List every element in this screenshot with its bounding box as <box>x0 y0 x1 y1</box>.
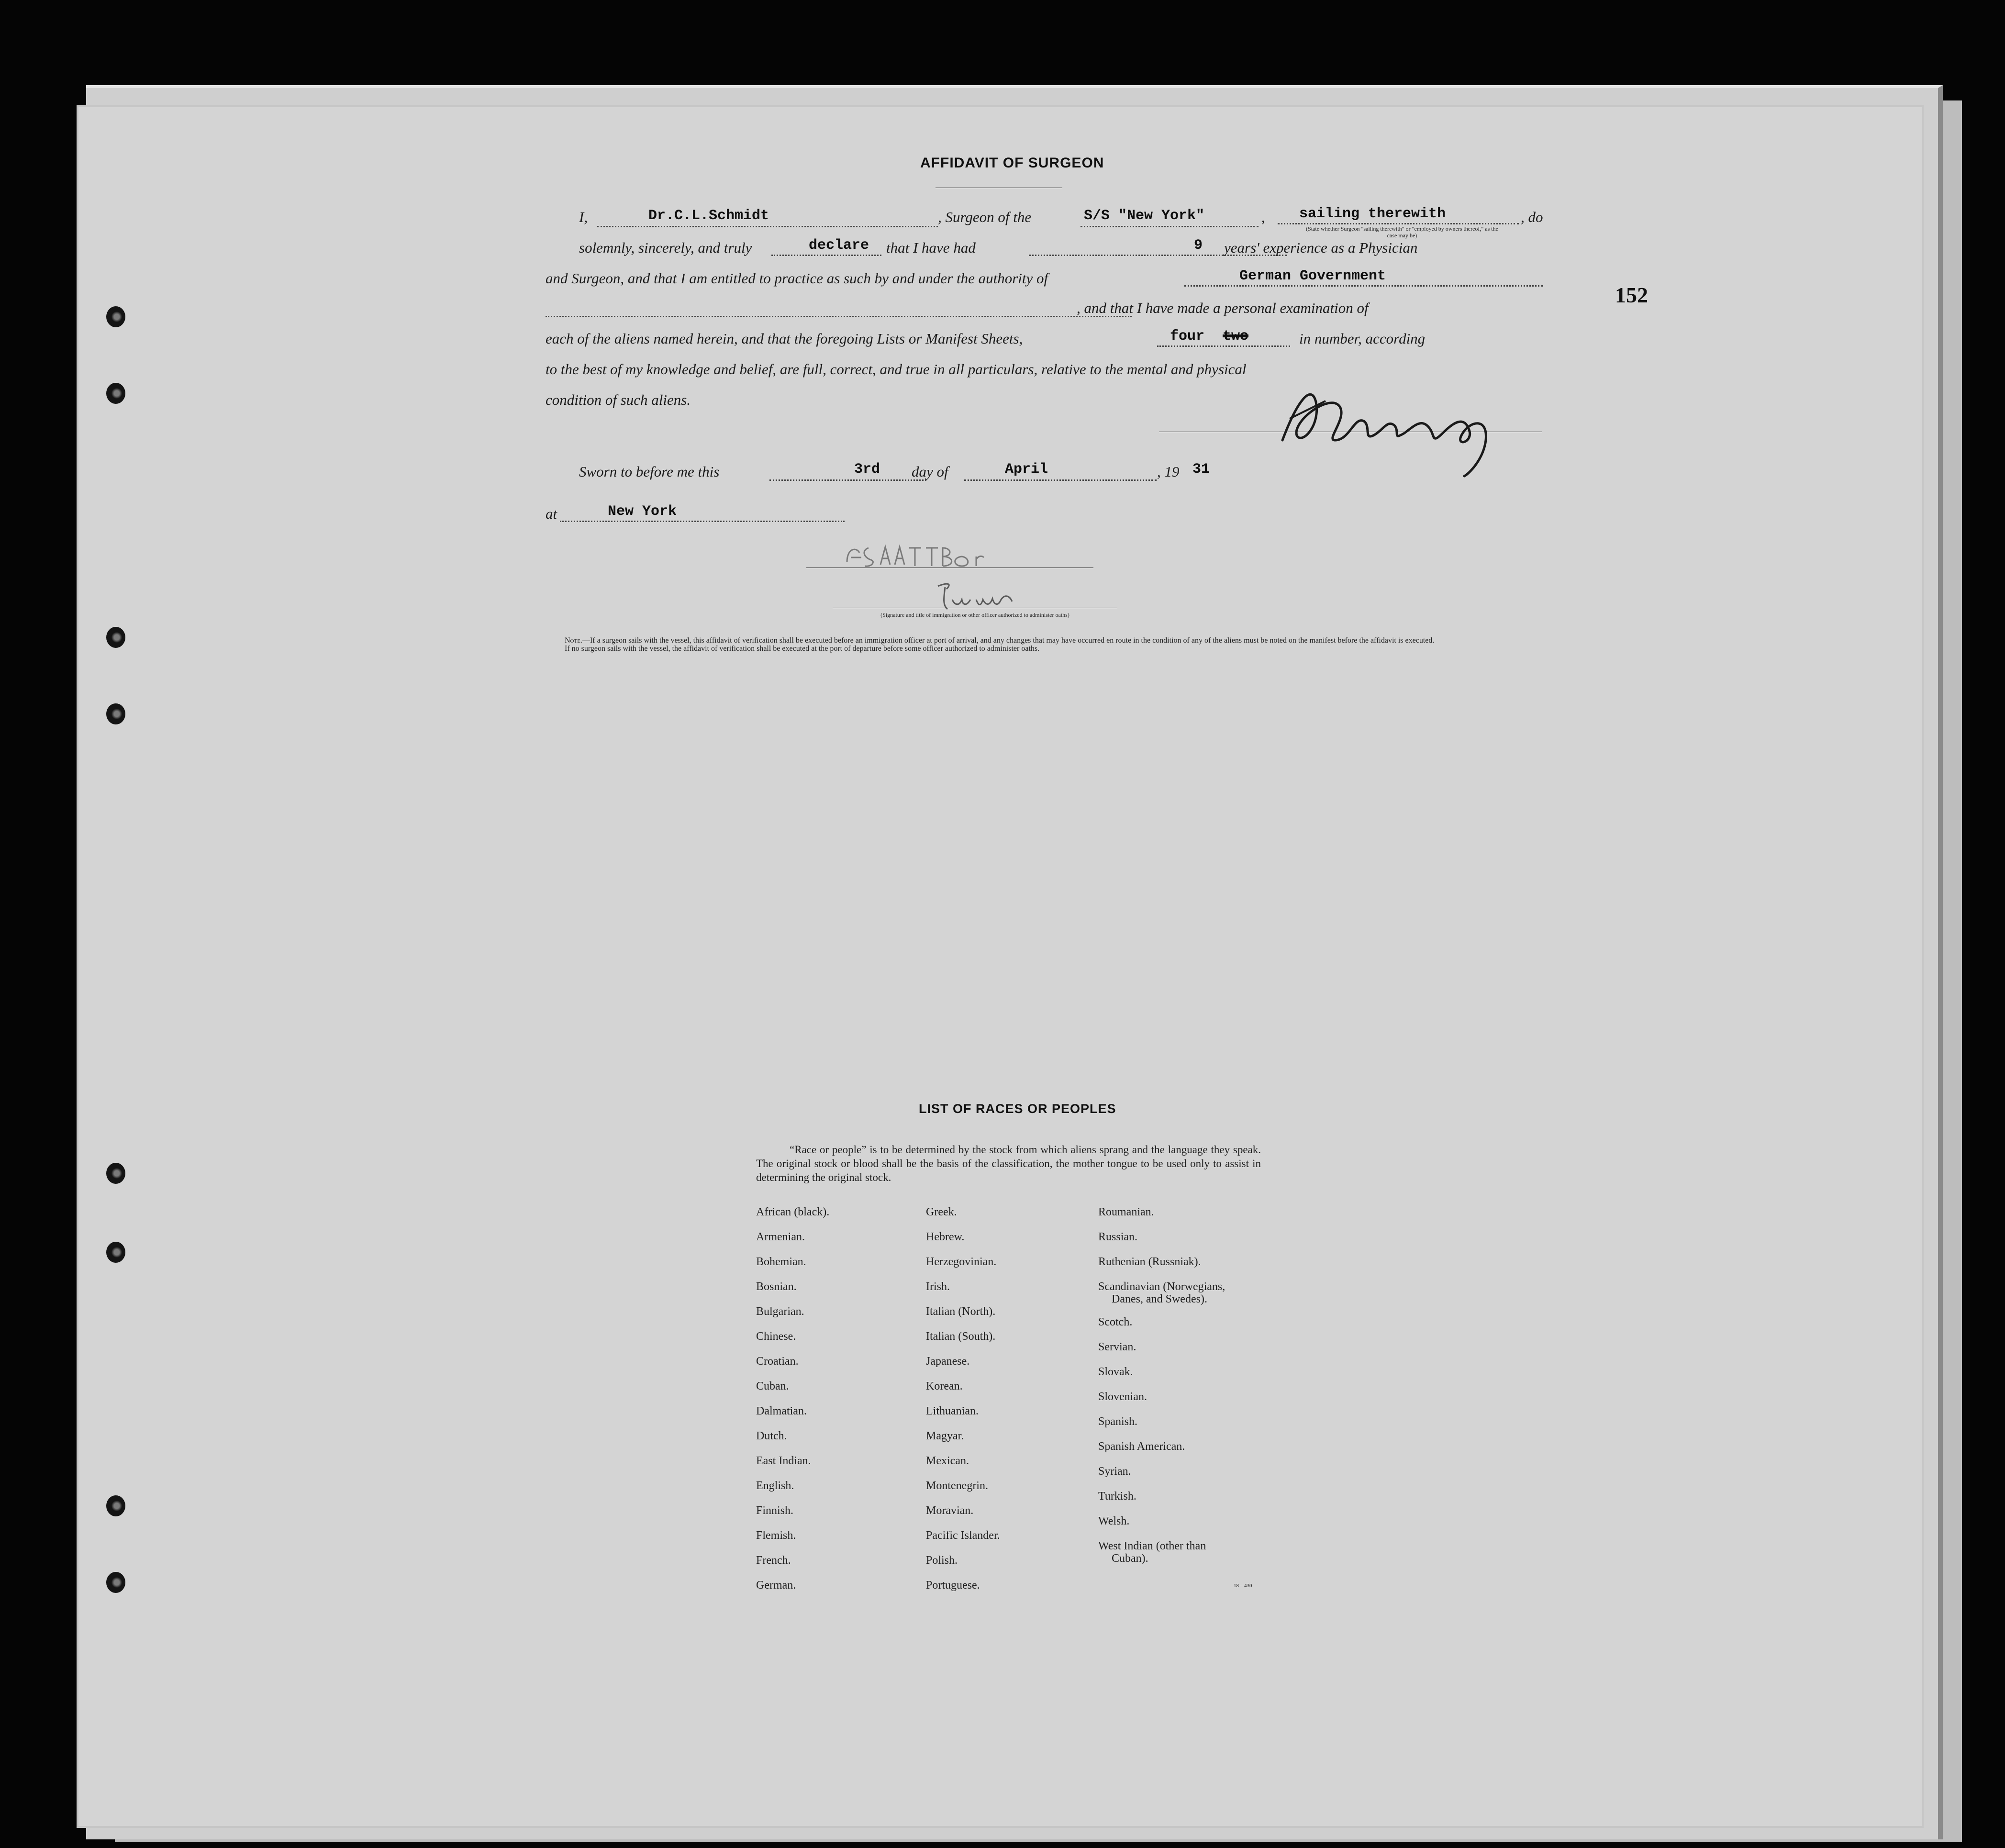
race-item: Dalmatian. <box>756 1405 807 1417</box>
race-item: Bohemian. <box>756 1256 806 1268</box>
race-item: Finnish. <box>756 1504 794 1517</box>
binder-hole <box>106 1242 125 1263</box>
sworn-lead: Sworn to before me this <box>579 463 720 480</box>
officer-stamp <box>842 538 995 572</box>
binder-hole <box>106 627 125 648</box>
note-label: Note. <box>565 636 582 645</box>
capacity-note: (State whether Surgeon "sailing therewith" or "employed by owners thereof," as the case may be) <box>1306 225 1498 239</box>
race-item: Cuban. <box>756 1380 789 1392</box>
sheets-count: four <box>1170 328 1205 345</box>
race-item: Hebrew. <box>926 1231 965 1243</box>
affidavit-line7: condition of such aliens. <box>546 391 691 408</box>
race-item: East Indian. <box>756 1455 811 1467</box>
binder-hole <box>106 383 125 404</box>
race-item: Italian (North). <box>926 1305 996 1318</box>
race-item: Croatian. <box>756 1355 799 1368</box>
affidavit-line2-lead: solemnly, sincerely, and truly <box>579 239 752 256</box>
officer-signature <box>933 577 1024 615</box>
surgeon-name: Dr.C.L.Schmidt <box>648 208 769 224</box>
race-item: Welsh. <box>1098 1515 1130 1527</box>
at-place-line <box>560 521 845 522</box>
race-item: Turkish. <box>1098 1490 1136 1503</box>
sworn-mid: day of <box>912 463 948 480</box>
race-item: African (black). <box>756 1206 830 1218</box>
race-item: Montenegrin. <box>926 1480 988 1492</box>
race-item: Slovak. <box>1098 1366 1133 1378</box>
race-item: Lithuanian. <box>926 1405 979 1417</box>
race-item: Scotch. <box>1098 1316 1133 1328</box>
affidavit-line6: to the best of my knowledge and belief, are full, correct, and true in all particulars, relative to the mental and physical <box>546 361 1247 378</box>
affidavit-line1-comma: , <box>1261 209 1265 225</box>
affidavit-line2-trail: years' experience as a Physician <box>1224 239 1418 256</box>
verb-line <box>771 255 881 256</box>
ship-line <box>1080 226 1259 227</box>
sworn-month-line <box>964 479 1157 481</box>
race-item: Flemish. <box>756 1529 796 1542</box>
affidavit-note <box>546 636 1546 653</box>
race-item: Danes, and Swedes). <box>1112 1293 1207 1305</box>
race-item: Scandinavian (Norwegians, <box>1098 1280 1225 1293</box>
races-title: LIST OF RACES OR PEOPLES <box>919 1102 1116 1116</box>
authority-continued-line <box>546 316 1132 317</box>
officer-caption: (Signature and title of immigration or other officer authorized to administer oaths) <box>880 612 1069 618</box>
page-number: 152 <box>1615 283 1648 307</box>
affidavit-line3-lead: and Surgeon, and that I am entitled to practice as such by and under the authority of <box>546 270 1048 287</box>
sworn-year-suffix: 31 <box>1192 461 1210 478</box>
race-item: Moravian. <box>926 1504 974 1517</box>
sworn-year-prefix: , 19 <box>1157 463 1180 480</box>
binder-hole <box>106 1572 125 1593</box>
race-item: Polish. <box>926 1554 958 1567</box>
race-item: Chinese. <box>756 1330 796 1343</box>
race-item: Korean. <box>926 1380 963 1392</box>
sheets-line <box>1157 345 1290 347</box>
binder-hole <box>106 1495 125 1516</box>
sworn-day-line <box>769 479 926 481</box>
affidavit-line1-lead: I, <box>579 209 588 225</box>
race-item: Dutch. <box>756 1430 787 1442</box>
race-item: French. <box>756 1554 791 1567</box>
affidavit-line5-trail: in number, according <box>1299 330 1426 347</box>
race-item: Servian. <box>1098 1341 1136 1353</box>
race-item: Slovenian. <box>1098 1391 1147 1403</box>
races-intro: “Race or people” is to be determined by the stock from which aliens sprang and the language they speak. The original stock or blood shall be the basis of the classification, the mother tongue to be used only to assist in determining the original stock. <box>756 1144 1261 1183</box>
race-item: Portuguese. <box>926 1579 980 1592</box>
race-item: Italian (South). <box>926 1330 996 1343</box>
affidavit-line1-trail: , do <box>1521 209 1543 225</box>
years-experience: 9 <box>1194 237 1203 254</box>
race-item: Cuban). <box>1112 1552 1148 1565</box>
capacity-line <box>1278 223 1519 224</box>
race-item: Mexican. <box>926 1455 969 1467</box>
note-text-2: If no surgeon sails with the vessel, the affidavit of verification shall be executed at the port of departure before some officer authorized to administer oaths. <box>565 645 1040 653</box>
authority: German Government <box>1239 268 1386 284</box>
affidavit-line5-lead: each of the aliens named herein, and that the foregoing Lists or Manifest Sheets, <box>546 330 1023 347</box>
race-item: Pacific Islander. <box>926 1529 1000 1542</box>
surgeon-capacity: sailing therewith <box>1299 206 1446 222</box>
authority-line <box>1184 285 1543 287</box>
race-item: Ruthenian (Russniak). <box>1098 1256 1201 1268</box>
race-item: German. <box>756 1579 796 1592</box>
at-place: New York <box>608 503 677 520</box>
ship-name: S/S "New York" <box>1084 208 1205 224</box>
race-item: Russian. <box>1098 1231 1138 1243</box>
race-item: Syrian. <box>1098 1465 1131 1478</box>
race-item: Magyar. <box>926 1430 964 1442</box>
form-code: 18—430 <box>1234 1583 1252 1589</box>
surgeon-name-line <box>597 226 938 227</box>
sworn-month: April <box>1005 461 1048 478</box>
declaration-verb: declare <box>809 237 869 254</box>
race-item: Bulgarian. <box>756 1305 804 1318</box>
race-item: Bosnian. <box>756 1280 797 1293</box>
note-text-1: —If a surgeon sails with the vessel, this affidavit of verification shall be executed before an immigration officer at port of arrival, and any changes that may have occurred en route in the condition of any of the aliens must be noted on the manifest before the affidavit is executed. <box>582 636 1435 645</box>
affidavit-line2-mid: that I have had <box>886 239 976 256</box>
binder-hole <box>106 703 125 724</box>
binder-hole <box>106 1163 125 1184</box>
sworn-day: 3rd <box>854 461 880 478</box>
at-lead: at <box>546 505 557 522</box>
race-item: West Indian (other than <box>1098 1540 1206 1552</box>
sheets-count-struck: two <box>1223 328 1249 345</box>
race-item: Armenian. <box>756 1231 805 1243</box>
race-item: English. <box>756 1480 794 1492</box>
race-item: Herzegovinian. <box>926 1256 997 1268</box>
race-item: Spanish. <box>1098 1415 1138 1428</box>
race-item: Spanish American. <box>1098 1440 1185 1453</box>
race-item: Irish. <box>926 1280 950 1293</box>
race-item: Roumanian. <box>1098 1206 1154 1218</box>
surgeon-signature <box>1268 373 1517 469</box>
affidavit-title: AFFIDAVIT OF SURGEON <box>920 155 1104 171</box>
race-item: Greek. <box>926 1206 957 1218</box>
affidavit-line4-trail: , and that I have made a personal examination of <box>1077 300 1369 316</box>
manifest-page <box>77 105 1924 1828</box>
race-item: Japanese. <box>926 1355 970 1368</box>
affidavit-line1-mid: , Surgeon of the <box>938 209 1032 225</box>
binder-hole <box>106 306 125 327</box>
